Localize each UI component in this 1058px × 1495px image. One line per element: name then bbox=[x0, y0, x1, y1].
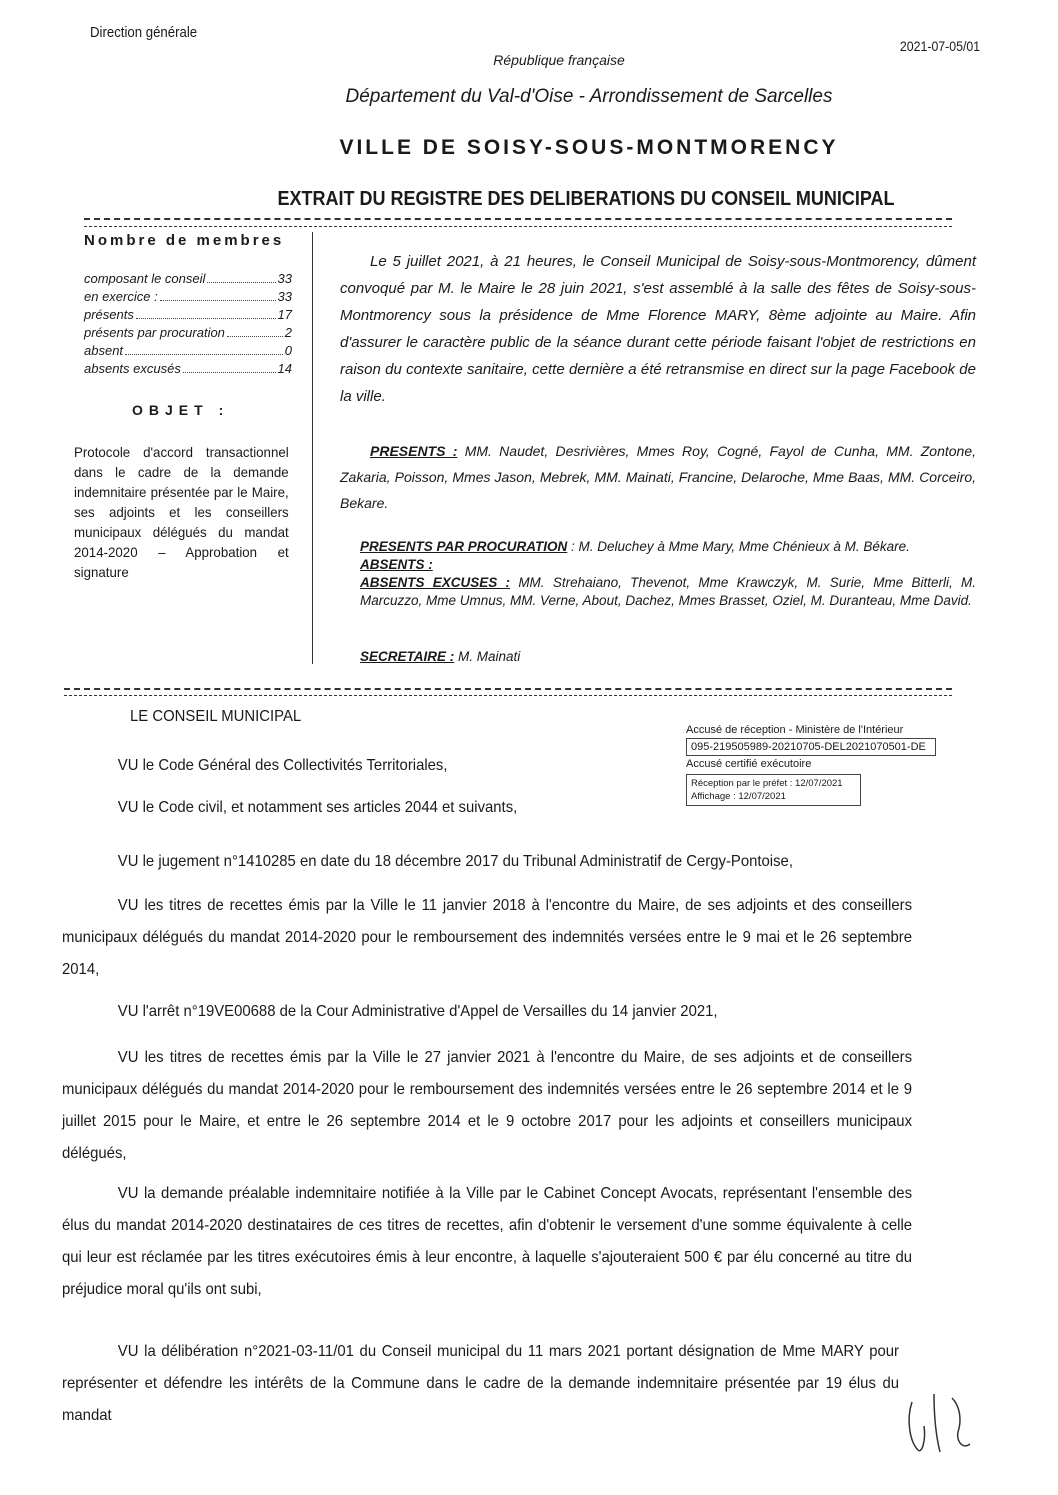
objet-text: Protocole d'accord transactionnel dans le cadre de la demande indemnitaire présentée par le Maire, ses adjoints et les conseillers municipaux délégués du mandat 2014-2020 – Approbation et signature bbox=[74, 444, 289, 580]
top-divider bbox=[84, 218, 952, 220]
procuration-line bbox=[360, 538, 976, 556]
vu-paragraph-1: VU le Code Général des Collectivités Territoriales, bbox=[117, 757, 448, 774]
members-title: Nombre de membres bbox=[84, 232, 285, 249]
secretaire-label: SECRETAIRE : bbox=[360, 649, 455, 664]
stamp-line-1: Accusé de réception - Ministère de l'Intérieur bbox=[686, 724, 904, 736]
vu-paragraph-8: VU la délibération n°2021-03-11/01 du Conseil municipal du 11 mars 2021 portant désignation de Mme MARY pour représenter et défendre les intérêts de la Commune dans le cadre de la demande indemnitaire présentée par 19 élus du mandat bbox=[62, 1343, 900, 1424]
stamp-line-3: Accusé certifié exécutoire bbox=[686, 758, 812, 770]
conseil-heading: LE CONSEIL MUNICIPAL bbox=[130, 708, 302, 725]
members-value: 17 bbox=[277, 307, 292, 322]
secretaire-line bbox=[360, 648, 976, 666]
objet-title: OBJET : bbox=[132, 402, 230, 418]
members-value: 0 bbox=[284, 343, 292, 358]
excuses-label: ABSENTS EXCUSES : bbox=[360, 575, 511, 590]
vu-paragraph-4: VU les titres de recettes émis par la Ville le 11 janvier 2018 à l'encontre du Maire, de ses adjoints et des conseillers municipaux délégués du mandat 2014-2020 pour le remboursement des indemnités versées entre le 9 mai et le 26 septembre 2014, bbox=[62, 897, 913, 978]
members-label: en exercice : bbox=[84, 289, 158, 304]
stamp-line-4: Réception par le préfet : 12/07/2021 bbox=[691, 778, 843, 789]
session-intro: Le 5 juillet 2021, à 21 heures, le Conseil Municipal de Soisy-sous-Montmorency, dûment convoqué par M. le Maire le 28 juin 2021, s'est assemblé à la salle des fêtes de Soisy-sous-Montmorency sous la présidence de Mme Florence MARY, 8ème adjointe au Maire. Afin d'assurer le caractère public de la séance durant cette période faisant l'objet de restrictions en raison du contexte sanitaire, cette dernière a été retransmise en direct sur la page Facebook de la ville. bbox=[340, 253, 976, 405]
direction-label: Direction générale bbox=[90, 24, 198, 41]
members-value: 2 bbox=[284, 325, 292, 340]
members-row bbox=[84, 342, 292, 360]
reference-number: 2021-07-05/01 bbox=[899, 38, 980, 54]
ville-title: VILLE DE SOISY-SOUS-MONTMORENCY bbox=[339, 136, 839, 159]
departement-label: Département du Val-d'Oise - Arrondissement de Sarcelles bbox=[345, 86, 833, 107]
members-label: absents excusés bbox=[84, 361, 181, 376]
bottom-divider-2 bbox=[64, 695, 952, 696]
vu-paragraph-5: VU l'arrêt n°19VE00688 de la Cour Administrative d'Appel de Versailles du 14 janvier 2021, bbox=[117, 1003, 718, 1020]
vu-paragraph-2: VU le Code civil, et notamment ses articles 2044 et suivants, bbox=[117, 799, 518, 816]
presents-list: MM. Naudet, Desrivières, Mmes Roy, Cogné, Fayol de Cunha, MM. Zontone, Zakaria, Poisson, Mmes Jason, Mebrek, MM. Mainati, Francine, Delaroche, Mme Baas, MM. Corceiro, Bekare. bbox=[340, 443, 977, 511]
reception-stamp bbox=[686, 724, 936, 810]
extrait-title: EXTRAIT DU REGISTRE DES DELIBERATIONS DU CONSEIL MUNICIPAL bbox=[277, 188, 895, 210]
members-row bbox=[84, 288, 292, 306]
vu-paragraph-6: VU les titres de recettes émis par la Ville le 27 janvier 2021 à l'encontre du Maire, de ses adjoints et de conseillers municipaux délégués du mandat 2014-2020 pour le remboursement des indemnités versées entre le 26 septembre 2014 et le 9 juillet 2015 pour le Maire, et entre le 26 septembre 2014 et le 9 octobre 2017 pour les adjoints et conseillers municipaux délégués, bbox=[62, 1049, 913, 1162]
excuses-list: MM. Strehaiano, Thevenot, Mme Krawczyk, M. Surie, Mme Bitterli, M. Marcuzzo, Mme Umnus, MM. Verne, About, Dachez, Mmes Brasset, Oziel, M. Duranteau, Mme David. bbox=[360, 575, 976, 608]
vu-paragraph-3: VU le jugement n°1410285 en date du 18 décembre 2017 du Tribunal Administratif de Cergy-Pontoise, bbox=[117, 853, 793, 870]
members-label: absent bbox=[84, 343, 124, 358]
top-divider-2 bbox=[84, 226, 952, 227]
members-value: 33 bbox=[277, 289, 292, 304]
bottom-divider bbox=[64, 688, 952, 690]
procuration-text: : M. Deluchey à Mme Mary, Mme Chénieux à M. Békare. bbox=[571, 539, 910, 554]
members-row bbox=[84, 324, 292, 342]
members-label: présents par procuration bbox=[84, 325, 225, 340]
absents-label: ABSENTS : bbox=[360, 557, 433, 572]
members-label: présents bbox=[84, 307, 134, 322]
presents-label: PRESENTS : bbox=[370, 443, 458, 459]
members-row bbox=[84, 270, 292, 288]
members-list bbox=[84, 270, 292, 378]
excuses-paragraph bbox=[360, 574, 976, 610]
column-divider bbox=[312, 232, 313, 664]
members-row bbox=[84, 306, 292, 324]
republique-label: République française bbox=[493, 52, 625, 68]
stamp-line-2: 095-219505989-20210705-DEL2021070501-DE bbox=[686, 738, 936, 756]
absents-line bbox=[360, 556, 976, 574]
vu-paragraph-7: VU la demande préalable indemnitaire notifiée à la Ville par le Cabinet Concept Avocats, représentant l'ensemble des élus du mandat 2014-2020 destinataires de ces titres de recettes, afin d'obtenir le versement d'une somme équivalente à celle qui leur est réclamée par les titres exécutoires émis à leur encontre, à laquelle s'ajouteraient 500 € par élu concerné au titre du préjudice moral qu'ils ont subi, bbox=[62, 1185, 913, 1298]
procuration-label: PRESENTS PAR PROCURATION bbox=[360, 539, 568, 554]
members-label: composant le conseil bbox=[84, 271, 206, 286]
stamp-line-5: Affichage : 12/07/2021 bbox=[691, 791, 786, 802]
members-value: 14 bbox=[277, 361, 292, 376]
secretaire-name: M. Mainati bbox=[458, 649, 521, 664]
signature-initials bbox=[900, 1380, 980, 1460]
members-value: 33 bbox=[277, 271, 292, 286]
presents-paragraph bbox=[340, 438, 976, 516]
members-row bbox=[84, 360, 292, 378]
stamp-dates bbox=[686, 774, 861, 806]
